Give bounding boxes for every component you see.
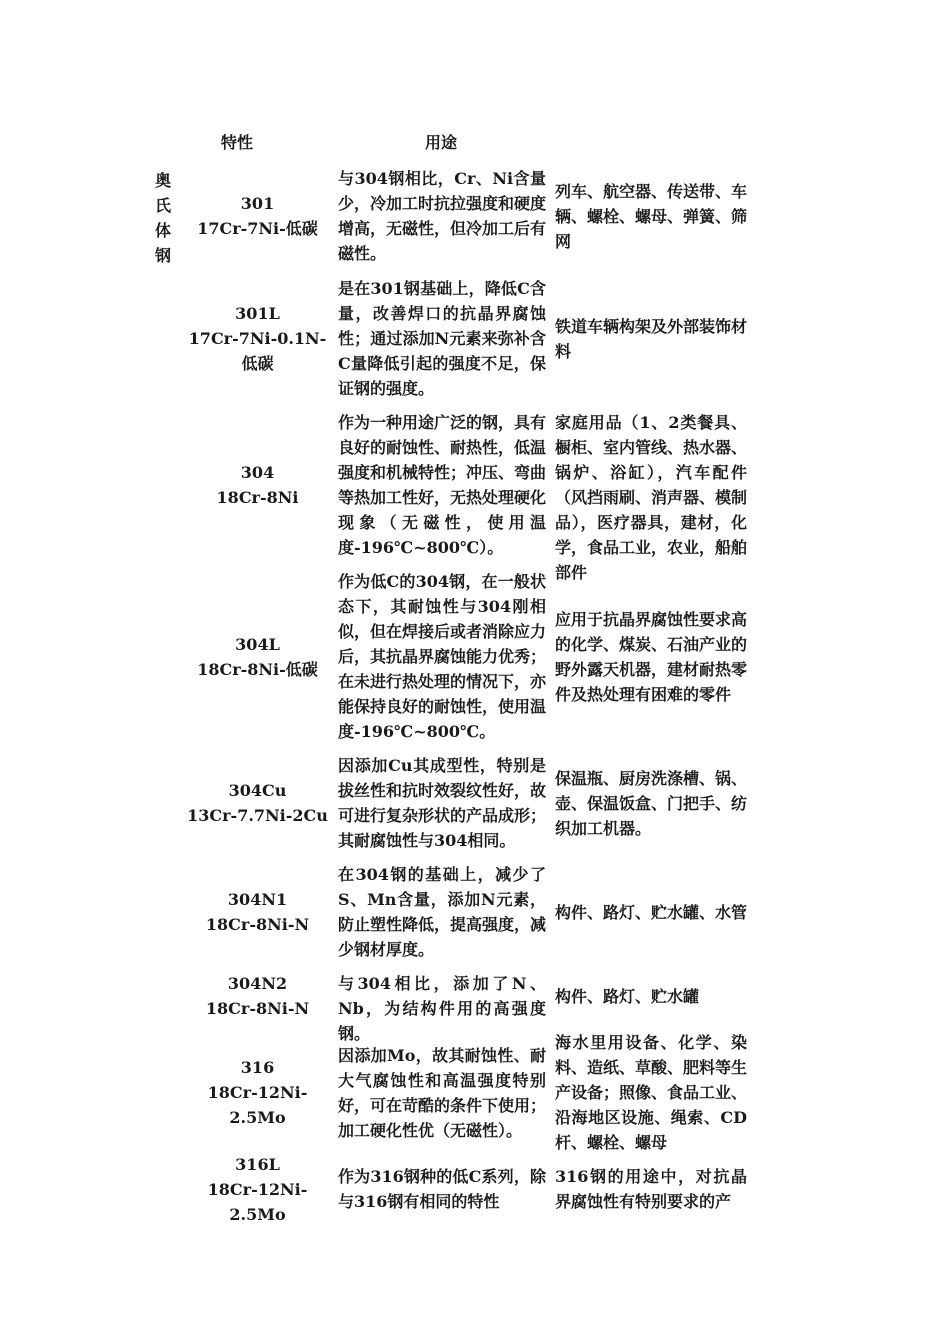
grade-cell: [185, 753, 330, 853]
grade-cell: [185, 166, 330, 266]
grade-code: 316L: [235, 1154, 280, 1174]
use-cell: 316钢的用途中，对抗晶界腐蚀性有特别要求的产: [555, 1167, 747, 1211]
property-cell: 因添加Cu其成型性，特别是拔丝性和抗时效裂纹性好，故可进行复杂形状的产品成形；其耐腐蚀性与304相同。: [338, 756, 547, 850]
use-cell: [555, 166, 747, 266]
grade-composition: 18Cr-12Ni-2.5Mo: [207, 1083, 308, 1127]
use-cell: [555, 753, 747, 853]
use-text: 应用于抗晶界腐蚀性要求高的化学、煤炭、石油产业的野外露天机器，建材耐热零件及热处理有困难的零件: [555, 609, 748, 704]
grade-code: 316: [240, 1058, 275, 1077]
grade-code: 304N2: [227, 974, 288, 993]
property-cell: 与304钢相比，Cr、Ni含量少，冷加工时抗拉强度和硬度增高，无磁性，但冷加工后有磁性。: [338, 169, 547, 263]
use-text: 列车、航空器、传送带、车辆、螺栓、螺母、弹簧、筛网: [555, 181, 748, 251]
table-row: [185, 569, 755, 744]
use-cell: [555, 862, 747, 962]
grade-composition: 17Cr-7Ni-0.1N-低碳: [188, 329, 327, 373]
grade-code: 304L: [235, 634, 280, 654]
table-row: [185, 862, 755, 962]
grade-code: 301L: [235, 304, 280, 323]
category-char: 体: [154, 221, 171, 240]
use-text: 保温瓶、厨房洗涤槽、锅、壶、保温饭盒、门把手、纺织加工机器。: [555, 768, 748, 838]
category-char: 奥: [154, 171, 171, 190]
property-cell: 作为316钢种的低C系列，除与316钢有相同的特性: [338, 1167, 546, 1211]
grade-code: 304N1: [227, 890, 288, 909]
property-text: 因添加Mo，故其耐蚀性、耐大气腐蚀性和高温强度特别好，可在苛酷的条件下使用；加工硬化性优（无磁性）。: [338, 1045, 547, 1140]
grade-code: 304: [240, 463, 275, 482]
grade-cell: [185, 862, 330, 962]
header-property: 特性: [221, 133, 254, 152]
property-cell: 作为低C的304钢，在一般状态下，其耐蚀性与304刚相似，但在焊接后或者消除应力后，其抗晶界腐蚀能力优秀；在未进行热处理的情况下，亦能保持良好的耐蚀性，使用温度-196℃~800℃。: [338, 572, 547, 741]
grade-cell: [185, 276, 330, 401]
use-text: 铁道车辆构架及外部装饰材料: [555, 316, 748, 361]
grade-cell: [185, 410, 330, 560]
grade-code: 301: [240, 194, 275, 213]
table-row: [185, 971, 755, 1043]
use-text: 构件、路灯、贮水罐: [555, 986, 700, 1006]
property-cell: 是在301钢基础上，降低C含量，改善焊口的抗晶界腐蚀性；通过添加N元素来弥补含C量降低引起的强度不足，保证钢的强度。: [338, 279, 546, 398]
grade-cell: [185, 1030, 330, 1155]
table-row: [185, 166, 755, 266]
grade-composition: 17Cr-7Ni-低碳: [197, 219, 318, 238]
property-cell: 作为一种用途广泛的钢，具有良好的耐蚀性、耐热性，低温强度和机械特性；冲压、弯曲等热加工性好，无热处理硬化现象（无磁性，使用温度-196℃~800℃）。: [338, 413, 547, 557]
property-cell: 在304钢的基础上，减少了S、Mn含量，添加N元素，防止塑性降低，提高强度，减少钢材厚度。: [338, 865, 547, 959]
use-text: 构件、路灯、贮水罐、水管: [555, 902, 748, 922]
grade-composition: 18Cr-8Ni-N: [205, 915, 310, 934]
grade-cell: [185, 971, 330, 1021]
category-char: 钢: [154, 246, 171, 265]
use-cell: 家庭用品（1、2类餐具、橱柜、室内管线、热水器、锅炉、浴缸），汽车配件（风挡雨刷、消声器、模制品），医疗器具，建材，化学，食品工业，农业，船舶部件: [555, 413, 748, 582]
grade-code: 304Cu: [228, 781, 287, 800]
grade-composition: 18Cr-12Ni-2.5Mo: [207, 1179, 308, 1224]
table-row: [185, 410, 755, 582]
table-row: [185, 753, 755, 853]
table-row: [185, 1030, 755, 1155]
grade-cell: [185, 569, 330, 744]
grade-composition: 18Cr-8Ni: [216, 488, 299, 507]
grade-cell: [185, 1154, 330, 1224]
category-char: 氏: [154, 196, 171, 215]
grade-composition: 13Cr-7.7Ni-2Cu: [187, 806, 328, 825]
property-cell: [338, 1030, 546, 1155]
use-cell: [555, 276, 747, 401]
use-cell: 海水里用设备、化学、染料、造纸、草酸、肥料等生产设备；照像、食品工业、沿海地区设施、绳索、CD杆、螺栓、螺母: [555, 1033, 748, 1152]
header-use: 用途: [425, 133, 458, 152]
grade-composition: 18Cr-8Ni-低碳: [197, 659, 318, 679]
use-cell: [555, 971, 747, 1021]
property-cell: 与304相比，添加了N、Nb，为结构件用的高强度钢。: [338, 974, 546, 1043]
table-row: [185, 1154, 755, 1224]
use-cell: [555, 569, 747, 744]
category-label: [153, 168, 173, 268]
table-row: [185, 276, 755, 401]
grade-composition: 18Cr-8Ni-N: [205, 999, 310, 1018]
